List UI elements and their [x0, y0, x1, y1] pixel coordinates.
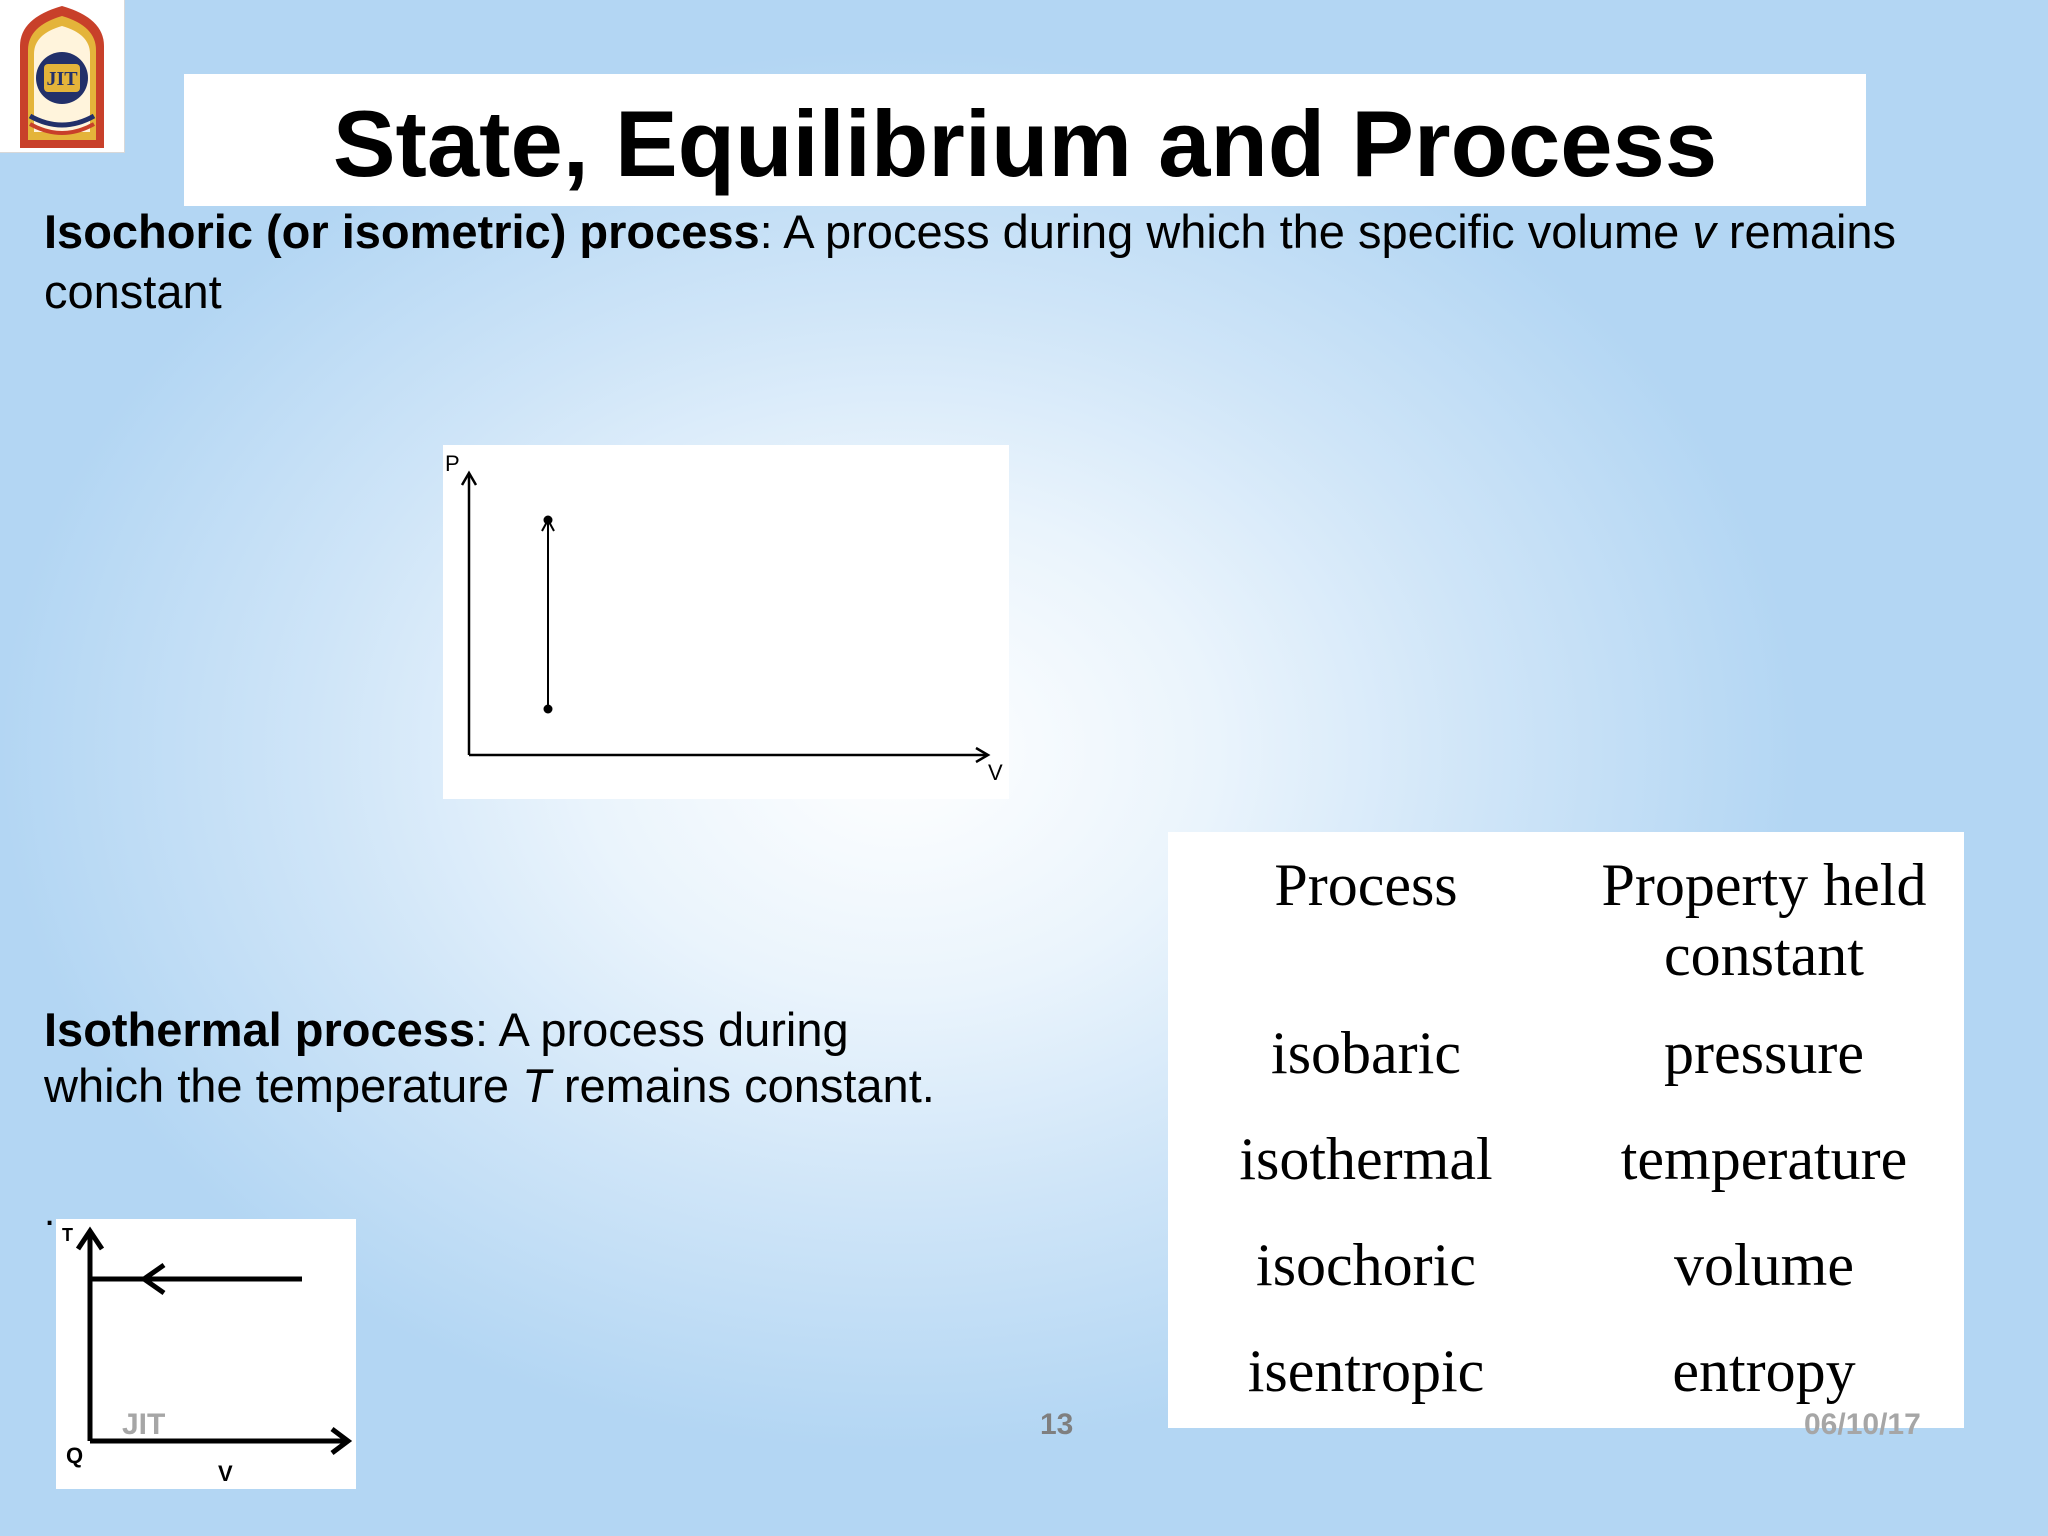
- isochoric-text-b: remains constant: [44, 205, 1897, 318]
- process-cell: isobaric: [1271, 1020, 1461, 1086]
- process-cell: isentropic: [1247, 1338, 1485, 1404]
- property-cell: volume: [1674, 1232, 1854, 1298]
- header-process: Process: [1274, 852, 1458, 918]
- svg-text:JIT: JIT: [46, 68, 78, 90]
- crest-icon: [0, 0, 124, 152]
- tv-diagram: [56, 1219, 356, 1489]
- isothermal-text-a: : A process during which the temperature: [44, 1003, 849, 1112]
- property-cell: entropy: [1672, 1338, 1856, 1404]
- institution-logo: [0, 0, 125, 153]
- isothermal-variable: T: [522, 1059, 551, 1112]
- table-header-row: [1168, 832, 1964, 1000]
- isochoric-text-a: : A process during which the specific volume: [759, 205, 1693, 258]
- isochoric-variable: v: [1692, 205, 1716, 258]
- pv-diagram: [443, 445, 1009, 799]
- process-cell: isochoric: [1256, 1232, 1476, 1298]
- tv-y-label: T: [62, 1225, 73, 1245]
- slide-title: State, Equilibrium and Process: [332, 91, 1718, 196]
- table-row: [1168, 1212, 1964, 1318]
- isothermal-definition: [44, 1002, 944, 1114]
- pv-x-label: V: [988, 760, 1003, 785]
- isothermal-text-b: remains constant.: [550, 1059, 935, 1112]
- pv-state-1-point: [544, 705, 553, 714]
- page-number: 13: [1040, 1408, 1074, 1441]
- property-cell: temperature: [1620, 1126, 1908, 1192]
- property-cell: pressure: [1664, 1020, 1864, 1086]
- tv-origin-label: Q: [66, 1443, 84, 1468]
- stray-mark: .: [44, 1190, 56, 1234]
- tv-x-label: V: [218, 1461, 233, 1486]
- footer-date: 06/10/17: [1804, 1408, 1921, 1441]
- pv-state-2-point: [544, 516, 553, 525]
- table-row: [1168, 1106, 1964, 1212]
- isochoric-term: Isochoric (or isometric) process: [44, 205, 760, 258]
- isochoric-definition: [44, 202, 1944, 322]
- process-cell: isothermal: [1239, 1126, 1493, 1192]
- footer-left-text: JIT: [122, 1408, 166, 1441]
- process-table: [1168, 832, 1964, 1424]
- table-row: [1168, 1000, 1964, 1106]
- process-table-box: [1168, 832, 1964, 1428]
- isothermal-term: Isothermal process: [44, 1003, 476, 1056]
- pv-y-label: P: [445, 451, 460, 476]
- title-box: [184, 74, 1866, 206]
- header-property: Property held constant: [1601, 852, 1927, 988]
